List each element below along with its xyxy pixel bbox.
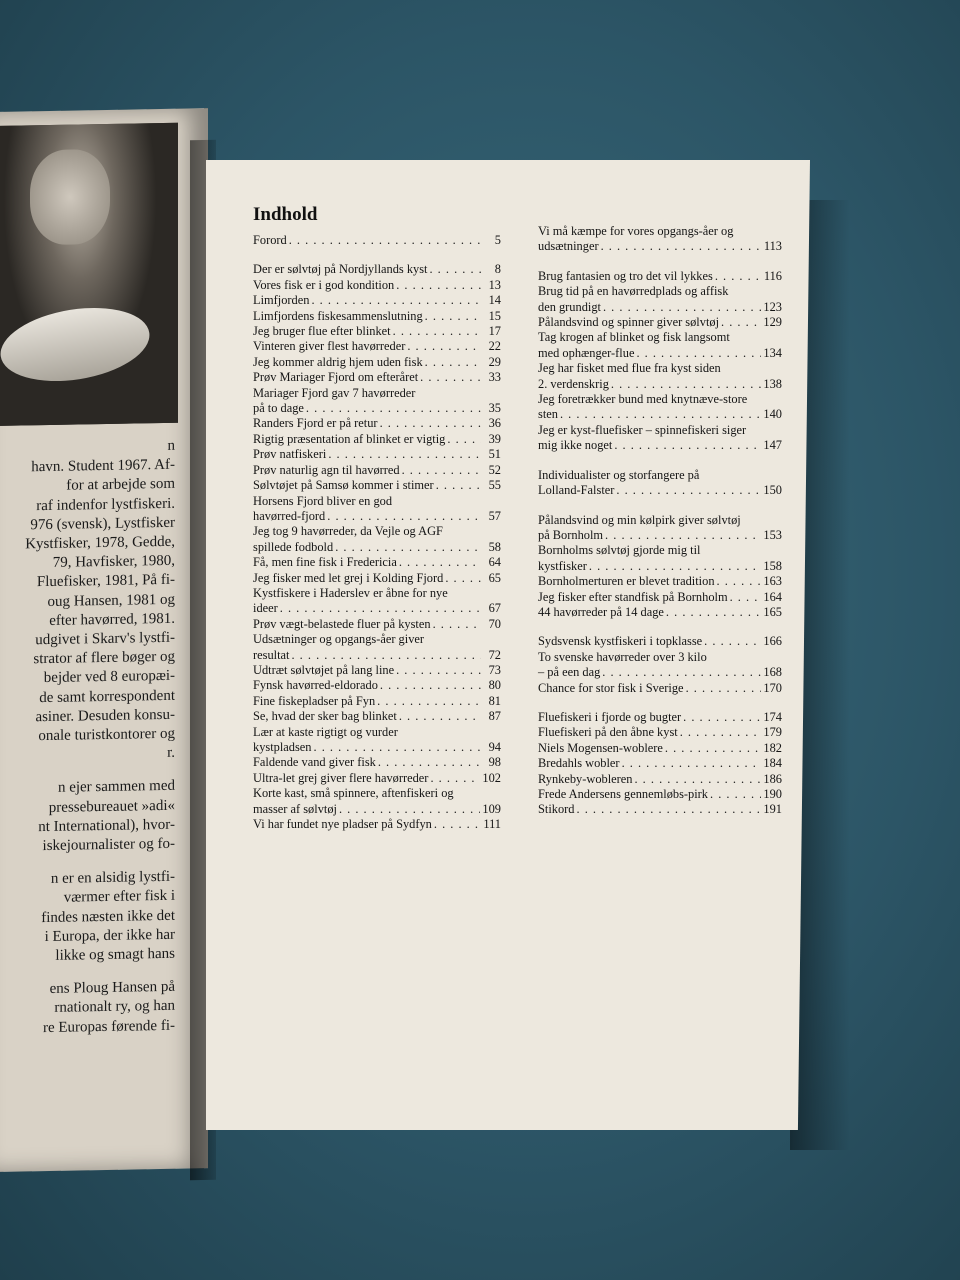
toc-entry bbox=[253, 509, 501, 524]
author-photo bbox=[0, 123, 178, 426]
dot-leader bbox=[683, 710, 761, 725]
toc-entry-title: Fluefiskeri på den åbne kyst bbox=[538, 725, 678, 740]
dot-leader bbox=[666, 605, 761, 620]
toc-entry bbox=[538, 483, 782, 498]
dot-leader bbox=[377, 694, 481, 709]
toc-entry-page: 81 bbox=[488, 693, 501, 708]
biography-line: raf indenfor lystfiskeri. bbox=[36, 495, 175, 514]
biography-line: 976 (svensk), Lystfisker bbox=[30, 514, 175, 534]
toc-entry bbox=[253, 324, 501, 339]
section-gap bbox=[538, 255, 782, 269]
dot-leader bbox=[614, 438, 761, 453]
toc-entry-title-lead: Bornholms sølvtøj gjorde mig til bbox=[538, 543, 701, 558]
toc-entry bbox=[538, 741, 782, 756]
toc-entry-page: 109 bbox=[482, 801, 501, 816]
toc-entry-title-lead: Brug tid på en havørredplads og affisk bbox=[538, 284, 729, 299]
toc-entry bbox=[253, 555, 501, 570]
toc-entry-page: 87 bbox=[488, 709, 501, 724]
toc-entry bbox=[253, 278, 501, 293]
toc-entry-title: mig ikke noget bbox=[538, 438, 613, 453]
toc-entry-page: 51 bbox=[488, 447, 501, 462]
toc-entry-title: Limfjorden bbox=[253, 293, 310, 308]
toc-entry-page: 165 bbox=[763, 604, 782, 619]
toc-entry-title-lead: Horsens Fjord bliver en god bbox=[253, 493, 393, 508]
toc-entry-page: 184 bbox=[763, 756, 782, 771]
author-biography bbox=[0, 437, 175, 1039]
toc-entry-page: 14 bbox=[488, 293, 501, 308]
toc-entry-title: Randers Fjord er på retur bbox=[253, 416, 378, 431]
toc-entry-title: resultat bbox=[253, 647, 290, 662]
dot-leader bbox=[602, 665, 761, 680]
toc-entry bbox=[253, 262, 501, 277]
section-gap bbox=[253, 248, 501, 262]
toc-entry-title: Prøv vægt-belastede fluer på kysten bbox=[253, 616, 431, 631]
dot-leader bbox=[730, 590, 762, 605]
toc-entry-page: 140 bbox=[763, 407, 782, 422]
toc-entry bbox=[253, 339, 501, 354]
dot-leader bbox=[710, 787, 761, 802]
toc-entry-title: Prøv natfiskeri bbox=[253, 447, 327, 462]
toc-entry-title-lead: Lær at kaste rigtigt og vurder bbox=[253, 724, 398, 739]
dot-leader bbox=[577, 802, 762, 817]
toc-entry-page: 13 bbox=[488, 277, 501, 292]
toc-entry-page: 70 bbox=[488, 616, 501, 631]
toc-entry-title: kystpladsen bbox=[253, 740, 312, 754]
dot-leader bbox=[603, 300, 761, 315]
toc-entry-title: Jeg fisker efter standfisk på Bornholm bbox=[538, 589, 728, 604]
toc-entry-title: Fluefiskeri i fjorde og bugter bbox=[538, 709, 682, 724]
dot-leader bbox=[665, 741, 762, 756]
biography-line: strator af flere bøger og bbox=[33, 648, 175, 668]
toc-entry-page: 52 bbox=[488, 462, 501, 477]
dot-leader bbox=[280, 601, 481, 616]
toc-entry-title: Se, hvad der sker bag blinket bbox=[253, 709, 397, 724]
biography-line: onale turistkontorer og bbox=[38, 725, 175, 745]
toc-entry bbox=[253, 678, 501, 693]
dot-leader bbox=[704, 634, 761, 649]
toc-heading: Indhold bbox=[253, 204, 318, 225]
toc-entry bbox=[538, 407, 782, 422]
toc-entry-page: 65 bbox=[488, 570, 501, 585]
toc-entry-title-lead: Tag krogen af blinket og fisk langsomt bbox=[538, 330, 730, 345]
toc-entry-page: 113 bbox=[763, 239, 782, 254]
toc-entry bbox=[253, 648, 501, 663]
toc-entry-title: Jeg bruger flue efter blinket bbox=[253, 324, 391, 339]
toc-entry-page: 8 bbox=[494, 262, 501, 277]
biography-line: Fluefisker, 1981, På fi- bbox=[36, 572, 175, 591]
toc-entry bbox=[253, 355, 501, 370]
toc-entry-page: 15 bbox=[488, 308, 501, 323]
toc-entry-page: 134 bbox=[763, 345, 782, 360]
dot-leader bbox=[339, 802, 480, 817]
biography-line: likke og smagt hans bbox=[55, 945, 175, 964]
toc-entry-title: Stikord bbox=[538, 802, 575, 817]
dot-leader bbox=[616, 483, 761, 498]
toc-entry bbox=[253, 309, 501, 324]
toc-entry-page: 36 bbox=[488, 416, 501, 431]
dot-leader bbox=[335, 540, 481, 555]
section-gap bbox=[538, 620, 782, 634]
toc-entry-title-lead: Pålandsvind og min kølpirk giver sølvtøj bbox=[538, 512, 741, 527]
toc-entry-title: Lolland-Falster bbox=[538, 483, 615, 498]
toc-entry-title: Bredahls wobler bbox=[538, 756, 620, 771]
toc-entry bbox=[538, 787, 782, 802]
toc-entry-page: 58 bbox=[488, 539, 501, 554]
toc-entry-page: 186 bbox=[763, 771, 782, 786]
toc-entry-page: 182 bbox=[763, 740, 782, 755]
author-face bbox=[30, 149, 110, 245]
toc-entry-title: masser af sølvtøj bbox=[253, 801, 337, 816]
dot-leader bbox=[589, 559, 762, 574]
dot-leader bbox=[715, 269, 762, 284]
toc-entry bbox=[538, 756, 782, 771]
toc-entry-title: Der er sølvtøj på Nordjyllands kyst bbox=[253, 262, 428, 277]
toc-entry bbox=[538, 528, 782, 543]
toc-entry-page: 174 bbox=[763, 709, 782, 724]
toc-entry-title: på to dage bbox=[253, 401, 304, 416]
toc-entry-page: 158 bbox=[763, 558, 782, 573]
dot-leader bbox=[721, 315, 761, 330]
toc-entry-page: 191 bbox=[763, 802, 782, 817]
toc-entry-title-lead: Vi må kæmpe for vores opgangs-åer og bbox=[538, 224, 734, 238]
toc-entry bbox=[538, 725, 782, 740]
dot-leader bbox=[314, 740, 481, 755]
toc-entry-title: sten bbox=[538, 407, 558, 422]
dot-leader bbox=[327, 509, 481, 524]
toc-entry-title: Brug fantasien og tro det vil lykkes bbox=[538, 268, 713, 283]
dot-leader bbox=[634, 772, 761, 787]
toc-entry bbox=[253, 478, 501, 493]
toc-entry bbox=[253, 709, 501, 724]
biography-line: nt International), hvor- bbox=[38, 816, 175, 836]
toc-entry-title: Fynsk havørred-eldorado bbox=[253, 678, 378, 693]
toc-entry-title: Få, men fine fisk i Fredericia bbox=[253, 555, 397, 570]
toc-entry-title: spillede fodbold bbox=[253, 539, 334, 554]
toc-entry-title-lead: Jeg er kyst-fluefisker – spinnefiskeri siger bbox=[538, 422, 747, 437]
biography-line: for at arbejde som bbox=[66, 476, 175, 495]
toc-entry bbox=[538, 681, 782, 696]
biography-line: n er en alsidig lystfi- bbox=[50, 869, 175, 888]
toc-entry-title: 2. verdenskrig bbox=[538, 376, 609, 391]
toc-entry bbox=[538, 239, 782, 254]
dot-leader bbox=[434, 817, 481, 832]
biography-line: havn. Student 1967. Af- bbox=[31, 456, 175, 476]
toc-entry-title: Ultra-let grej giver flere havørreder bbox=[253, 770, 429, 785]
toc-entry-title: Jeg kommer aldrig hjem uden fisk bbox=[253, 354, 423, 369]
toc-entry-page: 29 bbox=[488, 354, 501, 369]
biography-line: ens Ploug Hansen på bbox=[49, 979, 175, 998]
toc-entry-title: Fine fiskepladser på Fyn bbox=[253, 693, 376, 708]
biography-line: pressebureauet »adi« bbox=[48, 797, 175, 816]
toc-entry bbox=[253, 663, 501, 678]
biography-line: 79, Havfisker, 1980, bbox=[52, 552, 175, 572]
toc-entry-page: 170 bbox=[763, 680, 782, 695]
dot-leader bbox=[402, 463, 481, 478]
biography-line: udgivet i Skarv's lystfi- bbox=[35, 629, 175, 649]
toc-entry-title: Jeg fisker med let grej i Kolding Fjord bbox=[253, 570, 444, 585]
toc-entry-page: 150 bbox=[763, 483, 782, 498]
biography-line: n bbox=[167, 437, 175, 454]
toc-entry bbox=[538, 300, 782, 315]
toc-column-1 bbox=[253, 233, 501, 832]
toc-entry bbox=[253, 401, 501, 416]
toc-entry-page: 147 bbox=[763, 438, 782, 453]
toc-entry bbox=[253, 463, 501, 478]
toc-entry bbox=[538, 634, 782, 649]
toc-entry-page: 98 bbox=[488, 755, 501, 770]
toc-entry bbox=[253, 233, 501, 248]
dot-leader bbox=[686, 681, 762, 696]
toc-entry-title-lead: To svenske havørreder over 3 kilo bbox=[538, 649, 707, 664]
toc-entry-page: 94 bbox=[488, 740, 501, 754]
toc-entry-title-lead: Jeg tog 9 havørreder, da Vejle og AGF bbox=[253, 524, 443, 539]
toc-entry-title: ideer bbox=[253, 601, 278, 616]
toc-entry-title-lead: Kystfiskere i Haderslev er åbne for nye bbox=[253, 585, 448, 600]
toc-entry-title: Prøv naturlig agn til havørred bbox=[253, 462, 400, 477]
toc-entry bbox=[253, 771, 501, 786]
toc-entry bbox=[538, 605, 782, 620]
toc-entry-page: 39 bbox=[488, 431, 501, 446]
toc-entry-title: Prøv Mariager Fjord om efteråret bbox=[253, 370, 419, 385]
toc-entry-title: – på een dag bbox=[538, 665, 601, 680]
dot-leader bbox=[680, 725, 762, 740]
toc-column-2 bbox=[538, 224, 782, 818]
toc-entry-page: 35 bbox=[488, 401, 501, 416]
toc-entry-title: Forord bbox=[253, 233, 287, 247]
toc-entry-title: med ophænger-flue bbox=[538, 345, 635, 360]
toc-entry-page: 111 bbox=[483, 817, 501, 832]
toc-entry-page: 138 bbox=[763, 376, 782, 391]
toc-entry bbox=[253, 755, 501, 770]
toc-entry-page: 22 bbox=[488, 339, 501, 354]
toc-entry bbox=[538, 665, 782, 680]
toc-entry-page: 5 bbox=[494, 233, 501, 247]
dot-leader bbox=[393, 324, 481, 339]
section-gap bbox=[538, 499, 782, 513]
toc-entry-title: Chance for stor fisk i Sverige bbox=[538, 680, 684, 695]
biography-line: værmer efter fisk i bbox=[63, 888, 175, 907]
biography-line: rnationalt ry, og han bbox=[54, 998, 175, 1017]
toc-entry bbox=[538, 772, 782, 787]
dot-leader bbox=[605, 528, 761, 543]
biography-line: asiner. Desuden konsu- bbox=[35, 706, 175, 726]
toc-entry-title: Bornholmerturen er blevet tradition bbox=[538, 574, 715, 589]
toc-entry-title: på Bornholm bbox=[538, 527, 604, 542]
dot-leader bbox=[399, 709, 481, 724]
biography-line: efter havørred, 1981. bbox=[49, 610, 175, 629]
biography-line: n ejer sammen med bbox=[57, 778, 175, 797]
dot-leader bbox=[445, 571, 481, 586]
toc-entry-title: Niels Mogensen-woblere bbox=[538, 740, 663, 755]
biography-line: r. bbox=[167, 745, 175, 762]
toc-entry-title: Rigtig præsentation af blinket er vigtig bbox=[253, 431, 446, 446]
toc-entry-page: 166 bbox=[763, 634, 782, 649]
dot-leader bbox=[380, 678, 481, 693]
toc-entry-page: 73 bbox=[488, 662, 501, 677]
toc-entry bbox=[253, 802, 501, 817]
toc-entry bbox=[538, 269, 782, 284]
biography-line: oug Hansen, 1981 og bbox=[47, 591, 175, 610]
section-gap bbox=[538, 454, 782, 468]
toc-entry bbox=[253, 432, 501, 447]
toc-entry bbox=[253, 740, 501, 755]
dot-leader bbox=[433, 617, 481, 632]
toc-entry-title: den grundigt bbox=[538, 299, 601, 314]
toc-entry-title-lead: Jeg har fisket med flue fra kyst siden bbox=[538, 361, 721, 376]
dot-leader bbox=[436, 478, 481, 493]
toc-entry-title: havørred-fjord bbox=[253, 508, 326, 523]
toc-entry bbox=[253, 416, 501, 431]
dot-leader bbox=[311, 293, 481, 308]
toc-entry-title: Rynkeby-wobleren bbox=[538, 771, 633, 786]
toc-entry bbox=[253, 447, 501, 462]
dot-leader bbox=[407, 339, 481, 354]
toc-entry-title: udsætninger bbox=[538, 239, 599, 254]
toc-entry bbox=[538, 574, 782, 589]
toc-entry-title: Sølvtøjet på Samsø kommer i stimer bbox=[253, 478, 434, 493]
toc-entry-page: 33 bbox=[488, 370, 501, 385]
toc-entry-title: Limfjordens fiskesammenslutning bbox=[253, 308, 423, 323]
dot-leader bbox=[396, 278, 481, 293]
dot-leader bbox=[560, 407, 761, 422]
fish-in-hands bbox=[0, 298, 154, 391]
toc-entry bbox=[253, 540, 501, 555]
toc-entry-title: 44 havørreder på 14 dage bbox=[538, 604, 664, 619]
toc-entry-page: 164 bbox=[763, 589, 782, 604]
toc-entry-page: 64 bbox=[488, 555, 501, 570]
biography-line: findes næsten ikke det bbox=[41, 907, 175, 926]
toc-entry bbox=[538, 377, 782, 392]
toc-entry-page: 67 bbox=[488, 601, 501, 616]
toc-entry-page: 55 bbox=[488, 478, 501, 493]
toc-entry bbox=[538, 346, 782, 361]
toc-entry-page: 80 bbox=[488, 678, 501, 693]
toc-entry-page: 102 bbox=[482, 770, 501, 785]
toc-entry-page: 163 bbox=[763, 574, 782, 589]
toc-entry-title: Pålandsvind og spinner giver sølvtøj bbox=[538, 315, 720, 330]
toc-entry bbox=[253, 694, 501, 709]
section-gap bbox=[538, 696, 782, 710]
dot-leader bbox=[291, 648, 481, 663]
toc-entry bbox=[253, 601, 501, 616]
toc-entry-page: 17 bbox=[488, 324, 501, 339]
toc-entry-title-lead: Mariager Fjord gav 7 havørreder bbox=[253, 385, 416, 400]
toc-entry-title: Udtræt sølvtøjet på lang line bbox=[253, 662, 395, 677]
toc-entry-title-lead: Jeg foretrækker bund med knytnæve-store bbox=[538, 392, 748, 407]
toc-entry-title: kystfisker bbox=[538, 558, 587, 573]
toc-entry bbox=[253, 617, 501, 632]
toc-entry-title-lead: Korte kast, små spinnere, aftenfiskeri og bbox=[253, 786, 454, 801]
toc-entry bbox=[538, 710, 782, 725]
toc-entry bbox=[253, 571, 501, 586]
toc-entry bbox=[253, 370, 501, 385]
toc-entry-page: 179 bbox=[763, 725, 782, 740]
toc-entry-page: 129 bbox=[763, 315, 782, 330]
dot-leader bbox=[420, 370, 481, 385]
left-page bbox=[0, 108, 208, 1172]
biography-line: de samt korrespondent bbox=[39, 687, 175, 706]
toc-entry-title: Vores fisk er i god kondition bbox=[253, 277, 395, 292]
dot-leader bbox=[396, 663, 481, 678]
dot-leader bbox=[429, 262, 481, 277]
dot-leader bbox=[717, 574, 762, 589]
toc-entry bbox=[538, 590, 782, 605]
toc-entry-page: 168 bbox=[763, 665, 782, 680]
toc-entry-page: 72 bbox=[488, 647, 501, 662]
dot-leader bbox=[289, 233, 481, 248]
dot-leader bbox=[636, 346, 761, 361]
toc-entry-title: Frede Andersens gennemløbs-pirk bbox=[538, 787, 708, 801]
toc-entry-page: 116 bbox=[763, 268, 782, 283]
dot-leader bbox=[425, 355, 481, 370]
dot-leader bbox=[430, 771, 480, 786]
toc-entry bbox=[538, 559, 782, 574]
biography-line: bejder ved 8 europæi- bbox=[43, 668, 175, 687]
biography-line: iskejournalister og fo- bbox=[42, 835, 175, 855]
dot-leader bbox=[306, 401, 481, 416]
dot-leader bbox=[425, 309, 481, 324]
toc-entry-title-lead: Individualister og storfangere på bbox=[538, 467, 700, 482]
toc-entry-title: Vi har fundet nye pladser på Sydfyn bbox=[253, 817, 432, 832]
toc-entry bbox=[253, 293, 501, 308]
biography-line: Kystfisker, 1978, Gedde, bbox=[25, 533, 175, 553]
dot-leader bbox=[611, 377, 762, 392]
toc-entry-title: Faldende vand giver fisk bbox=[253, 755, 376, 770]
toc-entry-page: 57 bbox=[488, 508, 501, 523]
biography-line: i Europa, der ikke har bbox=[44, 926, 175, 945]
dot-leader bbox=[622, 756, 762, 771]
toc-entry-title-lead: Udsætninger og opgangs-åer giver bbox=[253, 632, 425, 647]
dot-leader bbox=[328, 447, 481, 462]
toc-entry-page: 123 bbox=[763, 299, 782, 314]
toc-entry bbox=[538, 802, 782, 817]
dot-leader bbox=[399, 555, 481, 570]
toc-entry-page: 153 bbox=[763, 527, 782, 542]
toc-entry-page: 190 bbox=[763, 787, 782, 801]
dot-leader bbox=[380, 416, 481, 431]
toc-entry bbox=[253, 817, 501, 832]
dot-leader bbox=[378, 755, 481, 770]
toc-entry-title: Vinteren giver flest havørreder bbox=[253, 339, 406, 354]
toc-entry-title: Sydsvensk kystfiskeri i topklasse bbox=[538, 634, 703, 649]
biography-line: re Europas førende fi- bbox=[42, 1017, 175, 1036]
toc-entry bbox=[538, 315, 782, 330]
dot-leader bbox=[447, 432, 481, 447]
dot-leader bbox=[601, 239, 762, 254]
toc-entry bbox=[538, 438, 782, 453]
